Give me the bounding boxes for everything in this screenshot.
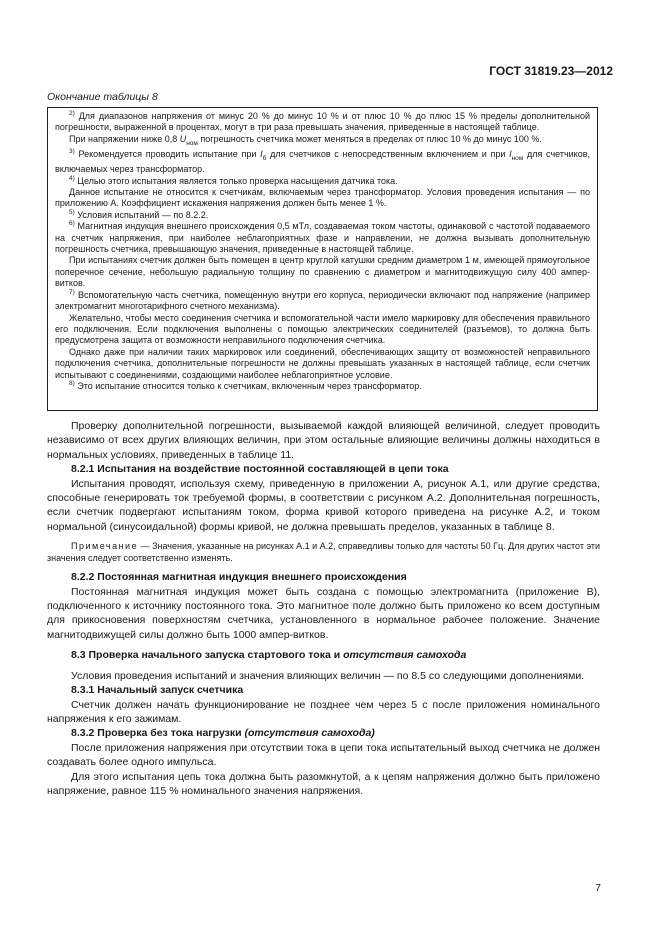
note-label: Примечание — [71, 541, 139, 552]
section-8-3-text: Условия проведения испытаний и значения влияющих величин — по 8.5 со следующими дополнениями. — [71, 669, 585, 682]
standard-header: ГОСТ 31819.23—2012 — [489, 64, 613, 78]
note-text: — Значения, указанные на рисунках А.1 и А.2, справедливы только для частоты 50 Гц. Для других частот эти значения следует соответственно изменять. — [47, 541, 601, 564]
footnote-7: $^{7)}$ Вспомогательную часть счетчика, помещенную внутри его корпуса, периодически включают под напряжение (например электромагнит многотарифного счетного механизма). — [55, 288, 590, 312]
section-8-2-2-text: Постоянная магнитная индукция может быть создана с помощью электромагнита (приложение В), подключенного к источнику постоянного тока. Это магнитное поле должно быть приложено ко всем доступным для прикосновения поверхностям счетчика, установленного в нормальное рабочее положение. Значение магнитодвижущей силы должно быть 1000 ампер-витков. — [47, 585, 600, 641]
note-paragraph — [47, 540, 600, 564]
footnote-3: $^{3)}$ Рекомендуется проводить испытание при $I_б$ для счетчиков с непосредственным включением и при $I_{ном}$ для счетчиков, включаемых через трансформатор. — [55, 148, 590, 175]
footnote-2-cont: При напряжении ниже 0,8 $U_{ном}$ погрешность счетчика может меняться в пределах от плюс 10 % до минус 100 %. — [69, 133, 542, 147]
page-number: 7 — [595, 882, 601, 894]
section-8-3-2-text-1: После приложения напряжения при отсутствии тока в цепи тока испытательный выход счетчика не должен создавать более одного импульса. — [47, 741, 600, 769]
table-footnotes-box — [47, 107, 598, 411]
footnote-2: $^{2)}$ Для диапазонов напряжения от минус 20 % до минус 10 % и от плюс 10 % до плюс 15 % пределы дополнительной погрешности, выраженной в процентах, могут в три раза превышать значения, приведенные в настоящей таблице. — [55, 110, 590, 133]
section-8-3-1-text: Счетчик должен начать функционирование не позднее чем через 5 с после приложения номинального напряжения к его зажимам. — [47, 698, 600, 725]
footnote-7-cont: Желательно, чтобы место соединения счетчика и вспомогательной части имело маркировку для обеспечения правильного его подключения. Если подключения выполнены с помощью электрических соединителей (разъемов), то должна быть предусмотрена защита от возможности неправильного подключения счетчика. — [55, 312, 590, 346]
footnote-6-cont: При испытаниях счетчик должен быть помещен в центр круглой катушки средним диаметром 1 м, имеющей прямоугольное поперечное сечение, небольшую радиальную толщину по сравнению с диаметром и магнитодвижущую силу 400 ампер-витков. — [55, 255, 590, 289]
footnote-4-cont: Данное испытание не относится к счетчикам, включаемым через трансформатор. Условия проведения испытания — по приложению А. Коэффициент искажения напряжения должен быть менее 1 %. — [55, 187, 590, 209]
footnote-5: $^{5)}$ Условия испытаний — по 8.2.2. — [69, 208, 209, 220]
footnote-8: $^{8)}$ Это испытание относится только к счетчикам, включенным через трансформатор. — [69, 379, 422, 391]
section-8-2-1-text: Испытания проводят, используя схему, приведенную в приложении А, рисунок А.1, или другие средства, способные генерировать ток требуемой формы, в соответствии с рисунком А.2. Дополнительная погрешность, если счетчик подвергают испытаниям током, форма кривой которого приведена на рисунке А.2, и током нормальной (синусоидальной) формы кривой, не должна превышать пределов, указанных в таблице 8. — [47, 477, 600, 533]
section-8-2-1-title: 8.2.1 Испытания на воздействие постоянной составляющей в цепи тока — [71, 463, 449, 476]
table-continuation-caption: Окончание таблицы 8 — [47, 91, 158, 103]
footnote-4: $^{4)}$ Целью этого испытания является только проверка насыщения датчика тока. — [69, 174, 398, 186]
section-8-3-2-text-2: Для этого испытания цепь тока должна быть разомкнутой, а к цепям напряжения должно быть приложено напряжение, равное 115 % номинального значения напряжения. — [47, 770, 600, 797]
section-8-3-2-title: 8.3.2 Проверка без тока нагрузки (отсутствия самохода) — [71, 727, 375, 740]
main-text — [47, 419, 600, 798]
footnote-6: $^{6)}$ Магнитная индукция внешнего происхождения 0,5 мТл, создаваемая током частоты, одинаковой с частотой подаваемого на счетчик напряжения, при наиболее неблагоприятных фазе и направлении, не должна вызывать дополнительную погрешность счетчика, превышающую значения, приведенные в настоящей таблице. — [55, 220, 590, 255]
section-8-3-title: 8.3 Проверка начального запуска стартового тока и отсутствия самохода — [71, 649, 467, 662]
section-8-3-1-title: 8.3.1 Начальный запуск счетчика — [71, 684, 244, 697]
intro-paragraph: Проверку дополнительной погрешности, вызываемой каждой влияющей величиной, следует проводить независимо от всех других влияющих величин, при этом остальные влияющие величины должны находиться в нормальных условиях, приведенных в таблице 11. — [47, 420, 600, 461]
section-8-2-2-title: 8.2.2 Постоянная магнитная индукция внешнего происхождения — [71, 571, 407, 584]
footnote-7-cont-2: Однако даже при наличии таких маркировок или соединений, обеспечивающих защиту от возможностей неправильного подключения счетчика, дополнительные погрешности не должны превышать указанных в настоящей таблице, если счетчик испытывают с соединениями, создающими наиболее неблагоприятное условие. — [55, 346, 590, 380]
